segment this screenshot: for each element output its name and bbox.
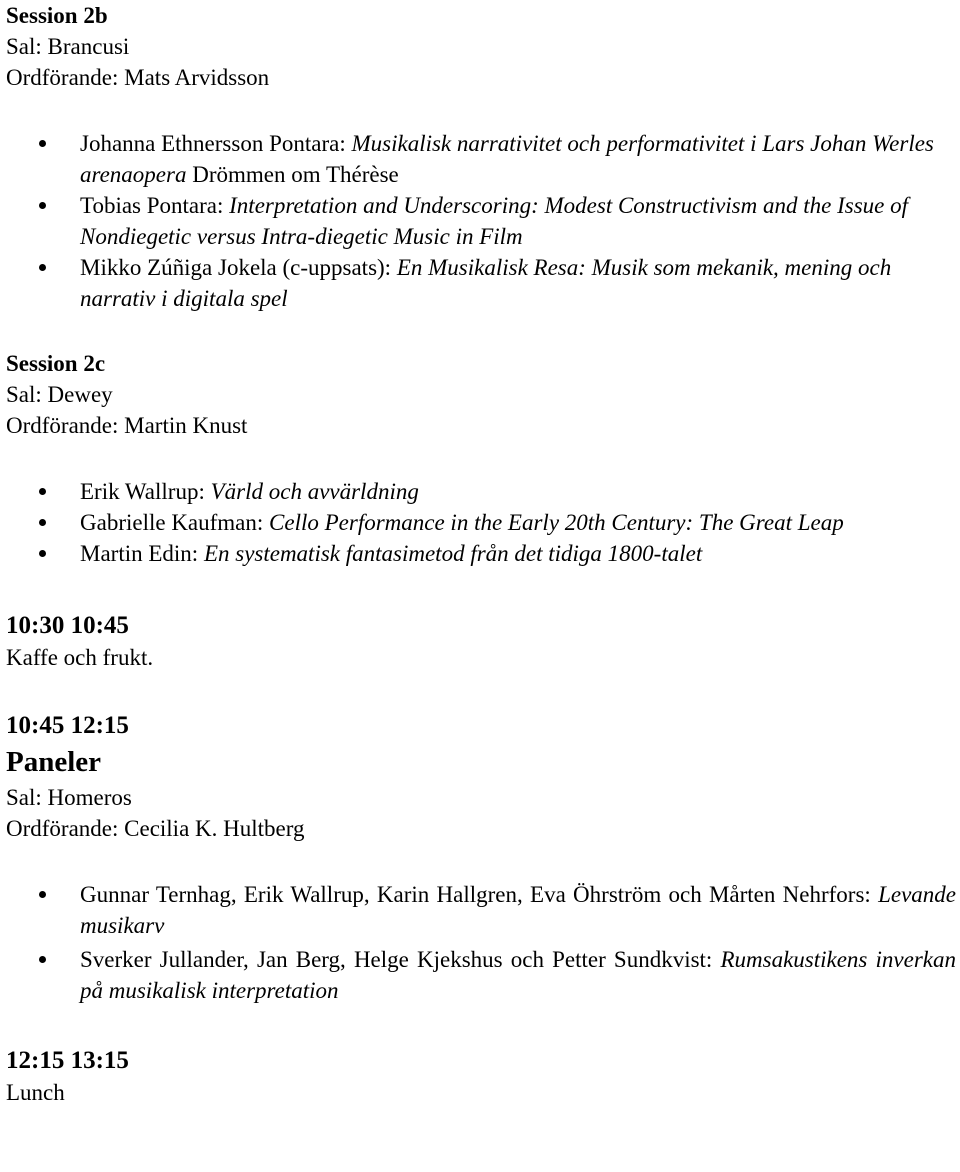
talk-list <box>6 476 956 569</box>
talk-speaker: Erik Wallrup: <box>80 479 211 504</box>
list-item <box>6 252 956 314</box>
session-chair: Ordförande: Mats Arvidsson <box>6 65 270 90</box>
talk-title: En Musikalisk Resa: Musik som mekanik, mening och narrativ i digitala spel <box>80 255 892 311</box>
bullet-icon <box>39 519 46 526</box>
talk-speaker: Johanna Ethnersson Pontara: <box>80 131 352 156</box>
time-slot: 10:30 10:45 <box>6 612 129 639</box>
session-room: Sal: Homeros <box>6 785 132 810</box>
time-slot: 10:45 12:15 <box>6 712 129 739</box>
list-item <box>6 507 956 538</box>
talk-speaker: Gabrielle Kaufman: <box>80 510 270 535</box>
session-room: Sal: Dewey <box>6 382 113 407</box>
bullet-icon <box>39 202 46 209</box>
talk-title-plain: Drömmen om Thérèse <box>186 162 399 187</box>
talk-list <box>6 128 956 314</box>
bullet-icon <box>39 488 46 495</box>
talk-list <box>6 879 956 1006</box>
talk-title: Värld och avvärldning <box>210 479 419 504</box>
lunch-section <box>6 1044 956 1108</box>
list-item <box>6 190 956 252</box>
program-page <box>6 0 956 1108</box>
list-item <box>6 944 956 1006</box>
talk-title: Levande musikarv <box>80 882 956 938</box>
bullet-icon <box>39 550 46 557</box>
session-room: Sal: Brancusi <box>6 34 130 59</box>
panels-section <box>6 709 956 1006</box>
talk-speaker: Martin Edin: <box>80 541 204 566</box>
talk-title: Rumsakustikens inverkan på musikalisk interpretation <box>80 947 956 1003</box>
section-title: Paneler <box>6 746 102 778</box>
session-2b <box>6 0 956 314</box>
talk-title: Interpretation and Underscoring: Modest Constructivism and the Issue of Nondiegetic versus Intra-diegetic Music in Film <box>80 193 908 249</box>
break-label: Kaffe och frukt. <box>6 645 154 670</box>
time-slot: 12:15 13:15 <box>6 1047 129 1074</box>
talk-speaker: Tobias Pontara: <box>80 193 230 218</box>
talk-title: En systematisk fantasimetod från det tidiga 1800-talet <box>203 541 703 566</box>
bullet-icon <box>39 956 46 963</box>
session-2c <box>6 348 956 569</box>
talk-title: Cello Performance in the Early 20th Century: The Great Leap <box>269 510 844 535</box>
bullet-icon <box>39 891 46 898</box>
talk-speaker: Gunnar Ternhag, Erik Wallrup, Karin Hallgren, Eva Öhrström och Mårten Nehrfors: <box>80 882 879 907</box>
list-item <box>6 476 956 507</box>
session-chair: Ordförande: Cecilia K. Hultberg <box>6 816 305 841</box>
bullet-icon <box>39 140 46 147</box>
talk-speaker: Sverker Jullander, Jan Berg, Helge Kjekshus och Petter Sundkvist: <box>80 947 721 972</box>
bullet-icon <box>39 264 46 271</box>
session-title: Session 2b <box>6 3 108 28</box>
talk-speaker: Mikko Zúñiga Jokela (c-uppsats): <box>80 255 397 280</box>
coffee-break <box>6 609 956 673</box>
list-item <box>6 879 956 941</box>
session-chair: Ordförande: Martin Knust <box>6 413 248 438</box>
break-label: Lunch <box>6 1080 65 1105</box>
list-item <box>6 538 956 569</box>
session-title: Session 2c <box>6 351 106 376</box>
list-item <box>6 128 956 190</box>
talk-title: Musikalisk narrativitet och performativitet i Lars Johan Werles arenaopera <box>80 131 934 187</box>
